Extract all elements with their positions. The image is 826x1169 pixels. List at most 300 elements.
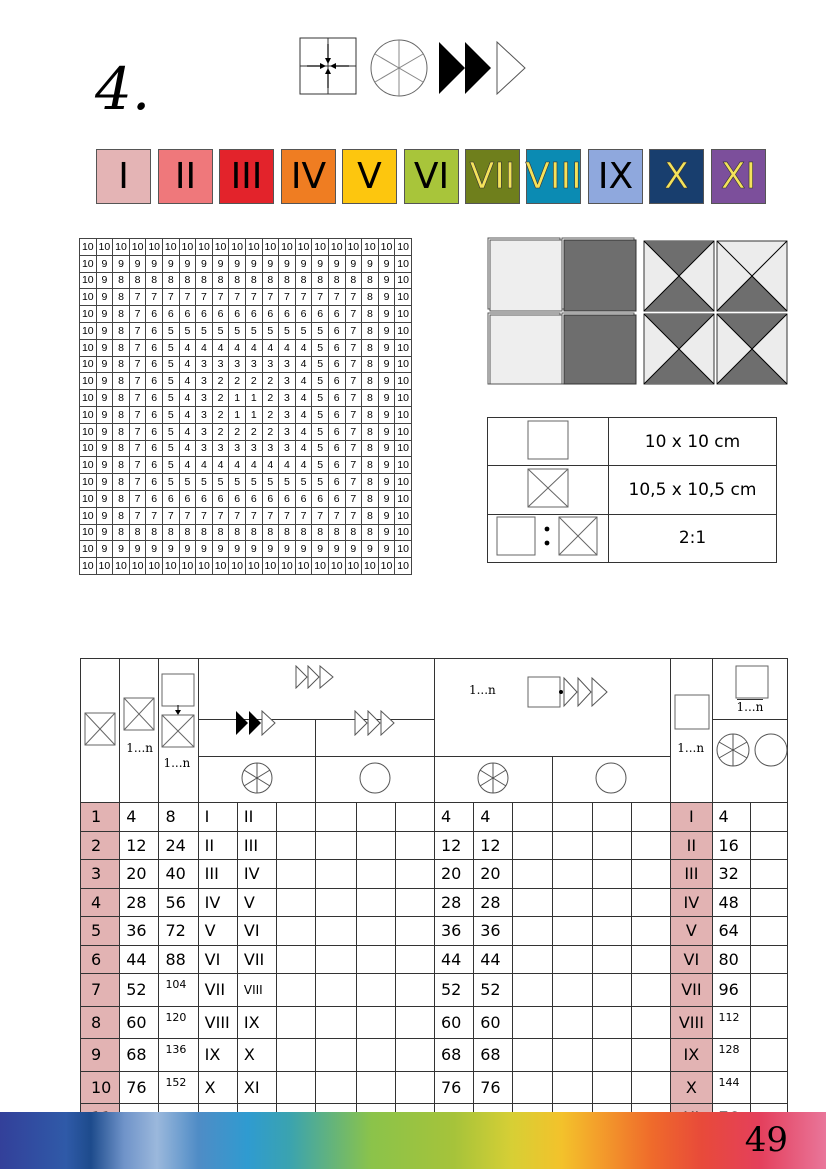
table-body [81,803,788,1133]
table-cell-empty [356,945,395,974]
grid-cell: 8 [113,457,130,474]
square-icon [527,420,569,460]
grid-cell: 7 [129,356,146,373]
grid-cell: 10 [80,423,97,440]
grid-cell: 10 [179,239,196,256]
color-swatch: VII [465,149,520,204]
grid-cell: 6 [179,306,196,323]
double-filled-arrow-icon [235,710,281,736]
table-cell-n: 8 [81,1006,120,1039]
grid-cell: 4 [295,390,312,407]
grid-cell: 2 [262,390,279,407]
grid-cell: 6 [229,490,246,507]
grid-cell: 2 [229,373,246,390]
grid-cell: 10 [80,356,97,373]
table-cell-f: 68 [474,1039,513,1072]
grid-cell: 3 [262,356,279,373]
dimension-value: 10,5 x 10,5 cm [609,466,777,514]
grid-cell: 10 [162,239,179,256]
grid-cell: 5 [162,390,179,407]
grid-cell: 10 [395,390,412,407]
grid-cell: 4 [179,356,196,373]
square-over-crossed-square-icon [161,673,195,749]
table-cell-c: VII [198,974,237,1007]
color-swatch: III [219,149,274,204]
grid-cell: 8 [129,272,146,289]
grid-cell: 6 [328,390,345,407]
grid-cell: 4 [229,457,246,474]
grid-cell: 10 [328,239,345,256]
grid-cell: 8 [312,272,329,289]
table-cell-empty [632,1006,671,1039]
grid-cell: 8 [113,440,130,457]
table-cell-empty [632,974,671,1007]
grid-cell: 8 [212,524,229,541]
grid-row [80,356,412,373]
table-cell-empty [750,1071,787,1104]
grid-cell: 9 [378,306,395,323]
grid-cell: 6 [328,490,345,507]
grid-cell: 7 [245,507,262,524]
table-cell-empty [750,803,787,832]
grid-cell: 8 [362,423,379,440]
table-cell-f: 60 [474,1006,513,1039]
table-cell-s: 80 [712,945,750,974]
grid-cell: 6 [229,306,246,323]
table-cell-r: VI [671,945,712,974]
grid-row [80,474,412,491]
grid-cell: 3 [279,440,296,457]
grid-cell: 3 [212,440,229,457]
table-cell-empty [395,974,434,1007]
table-cell-empty [395,860,434,889]
grid-cell: 6 [245,306,262,323]
table-cell-empty [750,917,787,946]
grid-cell: 6 [146,322,163,339]
grid-cell: 3 [196,406,213,423]
grid-cell: 10 [395,322,412,339]
grid-cell: 9 [96,339,113,356]
header-icons [299,36,529,98]
table-cell-empty [316,974,356,1007]
grid-cell: 10 [395,558,412,575]
table-cell-empty [632,1039,671,1072]
grid-cell: 10 [395,490,412,507]
grid-cell: 7 [345,440,362,457]
grid-cell: 8 [113,524,130,541]
grid-cell: 7 [312,289,329,306]
grid-cell: 3 [196,390,213,407]
grid-cell: 8 [113,289,130,306]
table-cell-f: 12 [474,831,513,860]
grid-cell: 5 [162,356,179,373]
table-cell-a: 12 [120,831,159,860]
table-cell-empty [316,888,356,917]
grid-cell: 8 [146,272,163,289]
grid-cell: 9 [129,541,146,558]
grid-cell: 9 [96,373,113,390]
table-cell-empty [632,917,671,946]
grid-cell: 9 [196,541,213,558]
circle-icon [593,760,629,796]
grid-cell: 10 [279,239,296,256]
grid-cell: 7 [129,322,146,339]
grid-cell: 8 [362,440,379,457]
grid-cell: 9 [378,507,395,524]
grid-cell: 10 [212,239,229,256]
table-cell-empty [356,974,395,1007]
grid-cell: 10 [80,373,97,390]
grid-cell: 6 [146,373,163,390]
grid-cell: 9 [295,255,312,272]
table-cell-c: IV [198,888,237,917]
table-cell-d: IV [237,860,276,889]
grid-cell: 10 [80,440,97,457]
grid-cell: 9 [312,541,329,558]
grid-cell: 7 [212,289,229,306]
table-cell-empty [356,1006,395,1039]
grid-cell: 8 [129,524,146,541]
table-cell-f: 76 [474,1071,513,1104]
grid-cell: 10 [129,558,146,575]
grid-row [80,541,412,558]
grid-cell: 6 [328,474,345,491]
grid-cell: 8 [362,390,379,407]
triple-outline-arrow-icon [295,665,341,689]
grid-cell: 6 [196,490,213,507]
grid-cell: 7 [345,390,362,407]
table-cell-d: II [237,803,276,832]
grid-cell: 5 [162,457,179,474]
grid-cell: 8 [113,306,130,323]
table-row [81,1006,788,1039]
table-cell-empty [316,803,356,832]
grid-cell: 8 [212,272,229,289]
grid-cell: 9 [295,541,312,558]
grid-cell: 7 [345,339,362,356]
grid-cell: 3 [245,440,262,457]
grid-cell: 10 [80,490,97,507]
table-cell-d: VII [237,945,276,974]
grid-cell: 7 [345,356,362,373]
grid-cell: 8 [362,373,379,390]
table-cell-empty [277,803,316,832]
table-cell-empty [750,831,787,860]
grid-cell: 7 [328,507,345,524]
grid-cell: 5 [162,474,179,491]
grid-cell: 2 [245,423,262,440]
table-cell-c: VIII [198,1006,237,1039]
table-cell-empty [395,803,434,832]
grid-cell: 9 [345,255,362,272]
grid-cell: 4 [245,457,262,474]
table-cell-empty [513,1039,552,1072]
table-cell-empty [632,831,671,860]
grid-cell: 9 [129,255,146,272]
square-icon [674,694,710,730]
square-to-arrows-icon [527,676,623,708]
count-label: 1...n [677,741,705,755]
grid-cell: 4 [295,457,312,474]
grid-cell: 8 [362,406,379,423]
grid-cell: 7 [345,289,362,306]
grid-cell: 5 [162,440,179,457]
grid-cell: 10 [80,406,97,423]
table-cell-empty [513,803,552,832]
grid-cell: 9 [279,541,296,558]
grid-row [80,373,412,390]
grid-cell: 3 [196,423,213,440]
table-cell-empty [513,1006,552,1039]
table-cell-n: 2 [81,831,120,860]
grid-cell: 8 [113,339,130,356]
grid-cell: 6 [179,490,196,507]
grid-cell: 8 [113,507,130,524]
grid-cell: 8 [162,524,179,541]
grid-row [80,306,412,323]
grid-cell: 2 [262,423,279,440]
dimensions-row [488,514,777,562]
table-cell-empty [316,1039,356,1072]
grid-cell: 2 [212,390,229,407]
table-cell-s: 96 [712,974,750,1007]
triple-arrow-icon [439,42,525,94]
grid-cell: 6 [279,306,296,323]
table-cell-empty [395,1071,434,1104]
grid-cell: 3 [229,440,246,457]
grid-cell: 5 [312,390,329,407]
table-cell-b: 40 [159,860,198,889]
grid-cell: 8 [113,272,130,289]
table-cell-a: 28 [120,888,159,917]
grid-cell: 8 [362,524,379,541]
table-cell-empty [356,831,395,860]
color-swatch: IX [588,149,643,204]
grid-cell: 10 [146,239,163,256]
table-cell-empty [632,945,671,974]
grid-cell: 7 [328,289,345,306]
grid-cell: 10 [80,272,97,289]
dimension-value: 2:1 [609,514,777,562]
table-cell-a: 52 [120,974,159,1007]
grid-cell: 10 [80,239,97,256]
grid-cell: 5 [179,474,196,491]
grid-cell: 9 [378,406,395,423]
grid-cell: 4 [295,440,312,457]
grid-cell: 8 [328,524,345,541]
grid-row [80,390,412,407]
table-header [81,659,788,803]
grid-cell: 10 [113,239,130,256]
grid-cell: 10 [80,457,97,474]
grid-cell: 5 [295,474,312,491]
table-cell-empty [513,974,552,1007]
dimension-value: 10 x 10 cm [609,418,777,466]
table-cell-empty [356,803,395,832]
table-cell-e: 36 [434,917,473,946]
grid-cell: 6 [328,339,345,356]
grid-row [80,440,412,457]
grid-cell: 5 [279,474,296,491]
pie-circle-icon [239,760,275,796]
grid-cell: 3 [196,356,213,373]
grid-cell: 2 [212,406,229,423]
grid-cell: 9 [328,541,345,558]
table-cell-b: 24 [159,831,198,860]
grid-cell: 8 [245,272,262,289]
table-cell-empty [592,860,631,889]
grid-cell: 9 [96,440,113,457]
grid-cell: 9 [113,541,130,558]
table-cell-empty [316,860,356,889]
table-cell-empty [316,1006,356,1039]
table-cell-a: 44 [120,945,159,974]
table-cell-d: IX [237,1006,276,1039]
grid-cell: 7 [129,440,146,457]
table-cell-empty [277,1071,316,1104]
table-row [81,888,788,917]
table-cell-empty [750,888,787,917]
grid-cell: 5 [312,322,329,339]
main-table [80,658,788,1133]
grid-cell: 9 [96,272,113,289]
grid-cell: 2 [262,373,279,390]
pie-circle-icon [475,760,511,796]
grid-cell: 8 [279,272,296,289]
grid-cell: 7 [212,507,229,524]
triple-outline-arrow-icon [354,710,400,736]
grid-cell: 3 [279,406,296,423]
table-cell-empty [277,1006,316,1039]
grid-cell: 10 [196,239,213,256]
table-cell-r: X [671,1071,712,1104]
table-cell-empty [316,917,356,946]
grid-row [80,289,412,306]
grid-cell: 10 [378,239,395,256]
table-cell-c: IX [198,1039,237,1072]
grid-row [80,339,412,356]
grid-cell: 8 [362,490,379,507]
converge-arrows-icon [300,38,356,94]
grid-cell: 6 [328,423,345,440]
table-cell-empty [552,888,592,917]
table-cell-f: 36 [474,917,513,946]
grid-cell: 7 [179,507,196,524]
table-cell-empty [513,888,552,917]
table-row [81,831,788,860]
grid-cell: 4 [212,457,229,474]
number-grid [79,238,412,575]
grid-cell: 7 [229,289,246,306]
grid-cell: 4 [295,423,312,440]
color-swatch: VI [404,149,459,204]
table-cell-c: II [198,831,237,860]
grid-cell: 9 [279,255,296,272]
grid-cell: 6 [162,490,179,507]
grid-cell: 8 [113,390,130,407]
grid-cell: 8 [362,306,379,323]
table-cell-empty [592,831,631,860]
grid-cell: 6 [328,440,345,457]
grid-cell: 8 [113,490,130,507]
grid-cell: 6 [146,406,163,423]
grid-cell: 5 [196,474,213,491]
grid-cell: 9 [196,255,213,272]
grid-cell: 9 [96,423,113,440]
table-cell-e: 20 [434,860,473,889]
grid-cell: 7 [295,289,312,306]
grid-cell: 9 [378,440,395,457]
grid-cell: 5 [162,406,179,423]
table-cell-n: 4 [81,888,120,917]
grid-cell: 10 [80,541,97,558]
grid-cell: 10 [179,558,196,575]
grid-cell: 9 [146,255,163,272]
table-cell-e: 4 [434,803,473,832]
table-cell-empty [513,945,552,974]
grid-cell: 4 [179,423,196,440]
grid-cell: 3 [279,373,296,390]
table-cell-d: VI [237,917,276,946]
grid-cell: 8 [113,474,130,491]
grid-cell: 9 [96,289,113,306]
table-cell-empty [632,803,671,832]
color-swatch: II [158,149,213,204]
grid-cell: 7 [295,507,312,524]
table-cell-empty [395,917,434,946]
grid-cell: 10 [378,558,395,575]
grid-cell: 10 [80,474,97,491]
grid-cell: 10 [245,558,262,575]
grid-cell: 7 [146,507,163,524]
table-cell-s: 16 [712,831,750,860]
color-swatch: XI [711,149,766,204]
grid-cell: 8 [279,524,296,541]
grid-cell: 9 [96,306,113,323]
table-row [81,945,788,974]
grid-cell: 10 [80,524,97,541]
grid-cell: 8 [196,272,213,289]
table-cell-empty [395,1039,434,1072]
table-cell-c: III [198,860,237,889]
grid-cell: 9 [245,541,262,558]
table-cell-c: X [198,1071,237,1104]
dimensions-table [487,417,777,563]
grid-cell: 4 [295,406,312,423]
grid-cell: 6 [212,306,229,323]
grid-cell: 3 [245,356,262,373]
table-cell-empty [750,860,787,889]
grid-cell: 4 [179,373,196,390]
grid-cell: 9 [162,255,179,272]
grid-cell: 9 [378,524,395,541]
grid-cell: 7 [229,507,246,524]
grid-cell: 6 [196,306,213,323]
grid-cell: 9 [229,255,246,272]
grid-cell: 9 [113,255,130,272]
table-row [81,917,788,946]
grid-cell: 10 [395,272,412,289]
grid-cell: 8 [312,524,329,541]
tile-squares-illustration [486,236,790,386]
table-cell-r: II [671,831,712,860]
grid-cell: 9 [96,490,113,507]
table-cell-empty [356,917,395,946]
table-cell-empty [316,1071,356,1104]
grid-cell: 7 [179,289,196,306]
table-row [81,1039,788,1072]
grid-cell: 6 [146,474,163,491]
